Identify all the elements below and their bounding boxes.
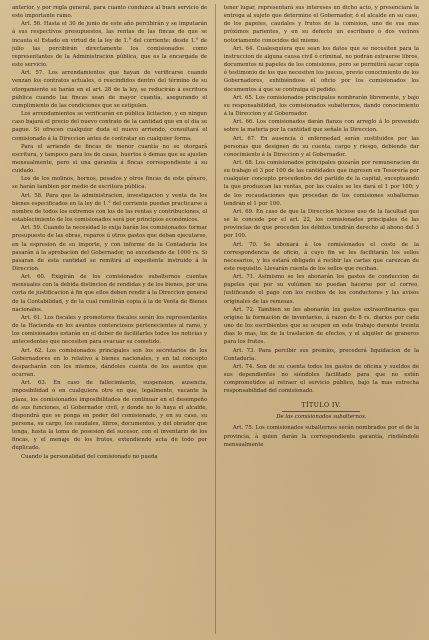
article-paragraph: Art. 74. Son de su cuenta todos los gastos de oficina y sueldos de sus dependientes no siéndoles facilitado para que no estén comprometidos al retraer el servicio público, bajo la mas estrecha responsabilidad del comisionado. [223, 363, 419, 395]
article-paragraph: anterior, y por regla general, para cuanto conduzca al buen servicio de este importante ramo. [12, 5, 208, 20]
article-paragraph: Art. 59. Cuando la necesidad lo exija harán los comisionados formar presupuesto de las obras, reparos ú otros gastos que deban ejecutarse, en la espresion de su importe, y con informe de la Contaduría los pasarán á la aprobacion del Gobernador, no excediendo de 1000 rs. Si pasaran de esta cantidad se remitirá al expediente instruido á la Direccion. [12, 225, 208, 272]
article-paragraph: tener lugar, representará sus intereses un dicho acto, y presenciará la entrega al sujeto que determine el Gobernador, ó el alcalde en su caso, de los papeles, caudales y frutos de la comision, uno de sus mas próximos parientes, y en su defecto un escribano ó dos vecinos notoriamente conocidos del mismo. [223, 5, 419, 44]
article-paragraph: Art. 69. En caso de que la Direccion hiciese uso de la facultad que se le concede por el art. 22, los comisionados principales de las provincias de que proceden los débitos tendrán derecho al abono del 3 por 100. [223, 208, 419, 240]
article-paragraph: Art. 66. Los comisionados darán fianza con arreglo á lo prevenido sobre la materia por la cantidad que señale la Direccion. [223, 119, 419, 134]
article-paragraph: Art. 65. Los comisionados principales nombrarán libremente, y bajo su responsabilidad, los comisionados subalternos, dando conocimiento á la Direccion y al Gobernador. [223, 94, 419, 118]
article-paragraph: Art. 67. En ausencia ó enfermedad serán sustituidos por las personas que designen de su cuenta, cargo y riesgo, debiendo dar conocimiento á la Direccion y al Gobernador. [223, 135, 419, 158]
text-columns [12, 4, 419, 634]
article-paragraph: Para el arriendo de fincas de menor cuantía no se otorgará escritura, y tampoco para los de casas, huertos ó demas que se ajusten mensualmente, pero si una garantía á fincas correspondiente á su cuidado. [12, 143, 208, 175]
left-column [12, 4, 207, 634]
article-paragraph: Art. 61. Los fiscales y promotores fiscales serán los representantes de la Hacienda en los asuntos contenciosos pertenecientes al ramo, y los comisionados estarán en el deber de facilitarles todos los noticias y antecedentes que necesiten para evacuar su cometido. [12, 314, 208, 346]
article-paragraph: Art. 72. Tambien se les abonarán los gastos extraordinarios que origine la formacion de inventarios, á razon de 8 rs. diarios por cada uno de los escribientes que se ocupen en este trabajo durante treinta dias lo mas, los de la traslacion de efectos, y el alquiler de graneros para los frutos. [223, 306, 419, 346]
right-column [224, 4, 419, 634]
article-paragraph: Los arrendamientos se verificarán en pública licitacion, y en ningun caso bajará el precio del nuevo contrato de la cantidad que en el dia se pague. Si ofrecen cualquier duda el nuevo arriendo, consultará el comisionado á la Direccion antes de contratar en cualquier forma. [12, 111, 208, 142]
title-rule [282, 411, 360, 412]
article-paragraph: Art. 75. Los comisionados subalternos serán nombrados por el de la provincia, á quien darán la correspondiente garantía, rindiéndole mensualmente [223, 425, 419, 448]
article-paragraph: Art. 58. Para que la administracion, investigacion y venta de los bienes especificados en la ley de 1.° del corriente puedan practicarse á nombre de todos los extremos con los de las rentas y contribuciones, el establecimiento de los comisionados será por principios económicos. [12, 192, 208, 224]
article-paragraph: Art. 68. Los comisionados principales gozarán por remuneracion de su trabajo el 3 por 100 de las cantidades que ingresen en Tesorería por cualquier concepto procedentes del partido de la capital, exceptuando la que produzcan las ventas, por las cuales se les dará el 1 por 100; y de los recaudaciones que procedan de los comisiones subalternas tendrán el 1 por 100. [223, 159, 419, 207]
column-divider [215, 4, 216, 634]
article-paragraph: Art. 57. Los arrendamientos que hayan de verificarse cuando venzan los contratos actuales, ó rescindidos dentro del término de su otorgamiento se harán en el art. 28 de la ley, se reducirán á escritura pública cuando las fincas sean de mayor cuantía, asegurando el cumplimiento de las condiciones que se estipulen. [12, 70, 208, 109]
section-subtitle: De los comisionados subalternos. [276, 414, 367, 421]
article-paragraph: Art. 70. Se abonará á los comisionados el costo de la correspondencia de oficio, á cuyo fin se les facilitarán los sellos necesarios, y les estará obligado á recibir las cartas que carezcan de este requisito. Llevarán cuenta de los sellos que reciban. [223, 241, 419, 272]
article-paragraph: Art. 64. Cualesquiera que sean los datos que se necesiten para la instruccion de alguna causa civil ó criminal, no podrán extraerse libros, documentos ni papeles de los comisiones, pero se permitirá sacar copia ó testimonio de los que necesiten los jueces, previo conocimiento de los Gobernadores, exhibiéndose el oficio por los comisionados los documentos á que se contraiga el pedido. [223, 45, 419, 93]
section-title: TÍTULO IV. [301, 401, 342, 409]
article-paragraph: Art. 63. En caso de fallecimiento, suspension, ausencia, imposibilidad ó en cualquiera otro en que, legalmente, vacante la plaza, los comisionados imposibilitados de continuar en el desempeño de sus funciones, el Gobernador civil, y donde no lo haya el alcalde, dispondrá que se ponga en poder del comisionado, y en su caso, su persona, su cargo, los caudales, libros, documentos, y del obrador que tenga, hasta la toma de posesion del sucesor, con el inventario de los fincas, y el menaje de los frutos, extendiendo acta de todo por duplicado. [12, 380, 208, 452]
article-paragraph: Cuando la personalidad del comisionado no pueda [21, 453, 158, 460]
article-paragraph: Art. 56. Hasta el 30 de junio de este año percibirán y se imputarán á sus respectivos presupuestos, las rentas de las fincas de que se incauta el Estado en virtud de la ley de 1.° del corriente; desde 1.° de julio las percibirán directamente los comisionados como representantes de la Administracion pública, que es la encargada de este servicio. [12, 21, 208, 69]
article-paragraph: Art. 71. Asimismo se les abonarán los gastos de conduccion de papeles que por su volúmen no puedan hacerse por el correo, justificando el pago con los recibos de los conductores y las avisos originales de las remesas. [223, 274, 419, 305]
article-paragraph: Art. 62. Los comisionados principales son los secretarios de los Gobernadores en lo relativo á bienes nacionales, y en tal concepto despacharán con los mismos, dándoles cuenta de los asuntos que ocurran. [12, 347, 208, 379]
article-paragraph: Art. 60. Exigirán de los comisionados subalternos cuentas mensuales con la debida distincion de rendidas y de los bienes, por una corta de justificacion á fin que ellos deben rendir á la Direccion general de la Contabilidad, y de la cual remitirán copia á la de Venta de Bienes nacionales. [12, 274, 208, 313]
article-paragraph: Art. 73. Para percibir sus premios, precederá liquidacion de la Contaduría. [223, 347, 419, 362]
article-paragraph: Los de los molinos, hornos, pesados y otros fincas de este género, se harán tambien por medio de escritura pública. [12, 176, 208, 191]
